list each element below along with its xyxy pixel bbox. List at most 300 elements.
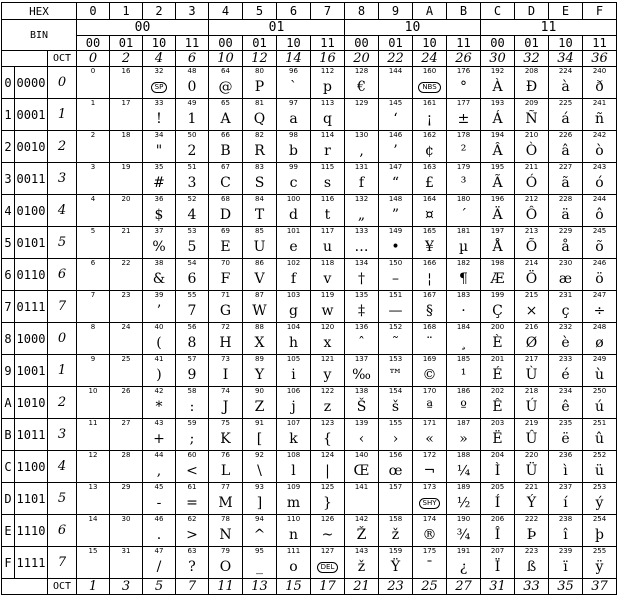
char-glyph xyxy=(243,173,276,193)
glyph-text: Ô xyxy=(525,207,538,223)
char-glyph xyxy=(277,493,310,513)
glyph-text: À xyxy=(492,79,503,95)
char-cell xyxy=(77,387,110,419)
char-glyph xyxy=(583,237,616,257)
char-glyph xyxy=(481,365,514,385)
char-cell xyxy=(447,483,481,515)
char-glyph xyxy=(311,365,344,385)
char-code: 88 xyxy=(255,323,264,331)
char-code: 220 xyxy=(524,451,539,459)
char-cell xyxy=(345,291,379,323)
char-glyph xyxy=(481,333,514,353)
char-cell xyxy=(447,99,481,131)
char-glyph xyxy=(311,301,344,321)
char-cell xyxy=(277,451,311,483)
row-oct: 5 xyxy=(48,227,77,259)
glyph-text: d xyxy=(289,207,298,223)
glyph-text: - xyxy=(156,495,162,511)
glyph-text: ž xyxy=(357,559,366,575)
char-glyph xyxy=(447,269,480,289)
char-glyph xyxy=(277,173,310,193)
glyph-text: & xyxy=(152,271,166,287)
char-glyph xyxy=(413,173,446,193)
glyph-text: ” xyxy=(391,207,400,223)
char-code: 238 xyxy=(558,515,573,523)
hex-column-header: B xyxy=(447,3,481,20)
glyph-text: ÷ xyxy=(593,303,606,319)
glyph-text: € xyxy=(357,79,366,95)
char-code: 25 xyxy=(121,355,131,363)
char-code: 179 xyxy=(456,163,471,171)
char-cell xyxy=(515,131,549,163)
glyph-text: o xyxy=(289,559,298,575)
char-code: 192 xyxy=(490,67,505,75)
bin-sub-header: 01 xyxy=(515,36,549,51)
char-code: 205 xyxy=(490,483,505,491)
char-code: 161 xyxy=(422,99,437,107)
glyph-text: ] xyxy=(256,495,263,511)
char-cell xyxy=(583,483,617,515)
glyph-text: s xyxy=(323,175,332,191)
char-code: 7 xyxy=(90,291,96,299)
char-glyph xyxy=(515,301,548,321)
hex-column-header: 9 xyxy=(379,3,413,20)
row-bin: 1111 xyxy=(15,547,48,579)
char-glyph xyxy=(277,429,310,449)
char-code: 189 xyxy=(456,483,471,491)
glyph-text: < xyxy=(186,463,198,479)
char-code: 156 xyxy=(388,451,403,459)
char-cell xyxy=(447,419,481,451)
glyph-text: ý xyxy=(595,495,604,511)
char-code: 194 xyxy=(490,131,505,139)
char-code: 152 xyxy=(388,323,403,331)
char-cell xyxy=(143,387,176,419)
glyph-text: ê xyxy=(561,399,570,415)
char-cell xyxy=(77,131,110,163)
char-cell xyxy=(277,67,311,99)
char-glyph xyxy=(515,557,548,577)
char-code: 141 xyxy=(354,483,369,491)
char-code: 93 xyxy=(255,483,264,491)
bin-group-header: 01 xyxy=(209,20,345,36)
char-cell xyxy=(481,67,515,99)
char-code: 158 xyxy=(388,515,403,523)
char-cell xyxy=(379,451,413,483)
hex-column-header: C xyxy=(481,3,515,20)
char-code: 165 xyxy=(422,227,437,235)
bin-sub-header: 10 xyxy=(549,36,583,51)
char-code: 160 xyxy=(422,67,437,75)
char-code: 149 xyxy=(388,227,403,235)
char-code: 34 xyxy=(154,131,164,139)
char-cell xyxy=(311,195,345,227)
char-code: 42 xyxy=(154,387,164,395)
char-glyph xyxy=(583,397,616,417)
char-glyph xyxy=(515,365,548,385)
char-cell xyxy=(143,259,176,291)
char-cell xyxy=(176,195,209,227)
char-cell xyxy=(311,451,345,483)
char-cell xyxy=(515,323,549,355)
char-code: 209 xyxy=(524,99,539,107)
char-code: 19 xyxy=(121,163,131,171)
char-cell xyxy=(243,99,277,131)
oct-column-header: 14 xyxy=(277,51,311,67)
char-cell xyxy=(481,387,515,419)
char-cell xyxy=(583,163,617,195)
glyph-text: É xyxy=(492,367,503,383)
char-code: 89 xyxy=(255,355,264,363)
char-glyph xyxy=(447,557,480,577)
char-glyph xyxy=(209,557,242,577)
char-glyph xyxy=(583,493,616,513)
glyph-text: ‹ xyxy=(358,431,365,447)
char-cell xyxy=(243,515,277,547)
char-glyph xyxy=(209,333,242,353)
char-glyph xyxy=(243,493,276,513)
char-cell xyxy=(583,323,617,355)
char-code: 128 xyxy=(354,67,369,75)
char-cell xyxy=(311,99,345,131)
char-code: 186 xyxy=(456,387,471,395)
char-cell xyxy=(143,451,176,483)
oct-column-header: 26 xyxy=(447,51,481,67)
char-cell xyxy=(345,67,379,99)
char-code: 132 xyxy=(354,195,369,203)
glyph-text: ) xyxy=(156,367,162,383)
glyph-text: º xyxy=(460,399,467,415)
char-cell xyxy=(447,67,481,99)
char-glyph xyxy=(549,333,582,353)
char-glyph xyxy=(209,141,242,161)
bin-sub-header: 11 xyxy=(311,36,345,51)
glyph-text: é xyxy=(561,367,570,383)
char-glyph xyxy=(311,237,344,257)
char-glyph xyxy=(143,397,175,417)
char-code: 136 xyxy=(354,323,369,331)
char-glyph xyxy=(209,301,242,321)
char-cell xyxy=(176,291,209,323)
char-cell xyxy=(311,259,345,291)
char-code: 171 xyxy=(422,419,437,427)
glyph-text: 4 xyxy=(187,207,197,223)
char-cell xyxy=(549,451,583,483)
char-code: 104 xyxy=(286,323,301,331)
char-cell xyxy=(481,131,515,163)
char-code: 27 xyxy=(121,419,131,427)
char-cell xyxy=(110,419,143,451)
char-glyph xyxy=(277,557,310,577)
char-code: 18 xyxy=(121,131,131,139)
glyph-text: % xyxy=(152,239,166,255)
char-cell xyxy=(447,227,481,259)
char-code: 240 xyxy=(592,67,607,75)
char-code: 138 xyxy=(354,387,369,395)
char-cell xyxy=(243,355,277,387)
char-glyph xyxy=(243,557,276,577)
row-bin: 0001 xyxy=(15,99,48,131)
glyph-text: ( xyxy=(156,335,162,351)
char-cell xyxy=(379,99,413,131)
glyph-text: V xyxy=(254,271,265,287)
char-cell xyxy=(110,259,143,291)
glyph-text: L xyxy=(220,463,231,479)
char-code: 21 xyxy=(121,227,131,235)
char-glyph xyxy=(583,461,616,481)
char-glyph xyxy=(481,77,514,97)
char-glyph xyxy=(481,493,514,513)
char-code: 12 xyxy=(88,451,98,459)
char-cell xyxy=(110,67,143,99)
char-cell xyxy=(549,227,583,259)
oct-column-header: 20 xyxy=(345,51,379,67)
char-cell xyxy=(345,387,379,419)
glyph-text: Ö xyxy=(525,271,538,287)
glyph-text: ~ xyxy=(321,527,334,543)
char-cell xyxy=(379,355,413,387)
char-glyph xyxy=(379,301,412,321)
oct-column-footer: 37 xyxy=(583,579,617,595)
row-hex: 9 xyxy=(2,355,15,387)
char-cell xyxy=(110,355,143,387)
oct-column-footer: 21 xyxy=(345,579,379,595)
glyph-text: K xyxy=(220,431,231,447)
char-code: 24 xyxy=(121,323,131,331)
char-glyph xyxy=(345,557,378,577)
hex-column-header: D xyxy=(515,3,549,20)
char-glyph xyxy=(549,269,582,289)
row-oct: 7 xyxy=(48,547,77,579)
char-code: 198 xyxy=(490,259,505,267)
char-glyph xyxy=(243,333,276,353)
char-code: 78 xyxy=(221,515,230,523)
char-cell xyxy=(345,355,379,387)
glyph-text: ã xyxy=(561,175,570,191)
glyph-text: f xyxy=(290,271,297,287)
char-code: 44 xyxy=(154,451,164,459)
glyph-text: Í xyxy=(494,495,501,511)
glyph-text: ÿ xyxy=(595,559,604,575)
char-cell xyxy=(413,163,447,195)
char-cell xyxy=(413,419,447,451)
char-code: 49 xyxy=(187,99,197,107)
char-code: 120 xyxy=(320,323,335,331)
glyph-text: ? xyxy=(188,559,196,575)
oct-column-header: 16 xyxy=(311,51,345,67)
glyph-text: 8 xyxy=(187,335,197,351)
char-glyph xyxy=(549,525,582,545)
glyph-text: õ xyxy=(595,239,604,255)
char-cell xyxy=(77,291,110,323)
row-oct: 7 xyxy=(48,291,77,323)
glyph-text: Ó xyxy=(525,175,538,191)
char-cell xyxy=(311,291,345,323)
char-code: 164 xyxy=(422,195,437,203)
hex-column-header: A xyxy=(413,3,447,20)
glyph-text: › xyxy=(392,431,399,447)
char-code: 40 xyxy=(154,323,164,331)
row-oct: 4 xyxy=(48,451,77,483)
glyph-text: â xyxy=(561,143,570,159)
char-glyph xyxy=(549,493,582,513)
char-cell xyxy=(447,259,481,291)
char-cell xyxy=(77,419,110,451)
char-cell xyxy=(481,419,515,451)
char-cell xyxy=(549,67,583,99)
char-code: 92 xyxy=(255,451,264,459)
char-code: 146 xyxy=(388,131,403,139)
char-code: 116 xyxy=(320,195,335,203)
char-code: 11 xyxy=(88,419,98,427)
char-glyph xyxy=(379,141,412,161)
char-glyph xyxy=(447,205,480,225)
char-glyph xyxy=(447,141,480,161)
row-oct: 0 xyxy=(48,67,77,99)
char-glyph xyxy=(515,269,548,289)
char-cell xyxy=(277,99,311,131)
char-cell xyxy=(209,195,243,227)
oct-column-footer: 33 xyxy=(515,579,549,595)
table-row xyxy=(2,419,617,451)
char-cell xyxy=(77,451,110,483)
char-cell xyxy=(209,227,243,259)
char-glyph xyxy=(345,333,378,353)
glyph-text: ¢ xyxy=(425,143,434,159)
char-glyph xyxy=(176,557,208,577)
char-cell xyxy=(209,259,243,291)
char-cell xyxy=(277,355,311,387)
char-glyph xyxy=(413,237,446,257)
table-row xyxy=(2,323,617,355)
glyph-text: ± xyxy=(457,111,470,127)
char-cell xyxy=(379,483,413,515)
char-cell xyxy=(481,195,515,227)
char-cell xyxy=(176,163,209,195)
char-cell xyxy=(110,131,143,163)
glyph-text: ¸ xyxy=(460,335,467,351)
char-glyph xyxy=(311,205,344,225)
char-glyph xyxy=(583,333,616,353)
glyph-text: 9 xyxy=(187,367,197,383)
glyph-text: 6 xyxy=(187,271,197,287)
char-code: 23 xyxy=(121,291,131,299)
char-glyph xyxy=(311,141,344,161)
char-cell xyxy=(176,547,209,579)
oct-column-header: 22 xyxy=(379,51,413,67)
row-hex: A xyxy=(2,387,15,419)
char-cell xyxy=(176,227,209,259)
char-code: 9 xyxy=(90,355,96,363)
char-cell xyxy=(515,227,549,259)
char-cell xyxy=(413,227,447,259)
oct-column-header: 34 xyxy=(549,51,583,67)
char-cell xyxy=(481,259,515,291)
char-code: 230 xyxy=(558,259,573,267)
character-table xyxy=(1,2,617,595)
glyph-text: c xyxy=(289,175,298,191)
char-glyph xyxy=(583,173,616,193)
char-code: 166 xyxy=(422,259,437,267)
char-glyph xyxy=(176,525,208,545)
char-code: 203 xyxy=(490,419,505,427)
char-glyph xyxy=(345,269,378,289)
char-cell xyxy=(77,67,110,99)
char-code: 32 xyxy=(154,67,164,75)
char-code: 126 xyxy=(320,515,335,523)
char-code: 215 xyxy=(524,291,539,299)
char-code: 15 xyxy=(88,547,98,555)
char-code: 202 xyxy=(490,387,505,395)
char-cell xyxy=(277,547,311,579)
char-glyph xyxy=(447,333,480,353)
char-glyph xyxy=(447,429,480,449)
char-code: 37 xyxy=(154,227,164,235)
char-glyph xyxy=(413,525,446,545)
glyph-text: ¦ xyxy=(427,271,432,287)
glyph-text: þ xyxy=(595,527,604,543)
char-cell xyxy=(583,547,617,579)
char-code: 62 xyxy=(187,515,197,523)
char-cell xyxy=(110,515,143,547)
char-code: 231 xyxy=(558,291,573,299)
char-glyph xyxy=(176,397,208,417)
char-glyph xyxy=(345,173,378,193)
char-glyph xyxy=(143,141,175,161)
glyph-text: è xyxy=(561,335,570,351)
glyph-text: S xyxy=(254,175,265,191)
glyph-text: ì xyxy=(563,463,568,479)
char-cell xyxy=(583,99,617,131)
char-code: 102 xyxy=(286,259,301,267)
char-glyph xyxy=(243,269,276,289)
char-cell xyxy=(515,451,549,483)
char-code: 112 xyxy=(320,67,335,75)
row-oct: 6 xyxy=(48,515,77,547)
char-cell xyxy=(447,515,481,547)
char-code: 67 xyxy=(221,163,230,171)
char-cell xyxy=(447,131,481,163)
char-cell xyxy=(345,131,379,163)
row-oct: 2 xyxy=(48,131,77,163)
char-cell xyxy=(143,227,176,259)
oct-column-header: 10 xyxy=(209,51,243,67)
char-cell xyxy=(243,451,277,483)
char-cell xyxy=(583,515,617,547)
char-glyph xyxy=(583,77,616,97)
char-glyph xyxy=(143,365,175,385)
glyph-text: M xyxy=(218,495,233,511)
char-cell xyxy=(447,451,481,483)
char-glyph xyxy=(515,525,548,545)
char-code: 94 xyxy=(255,515,264,523)
glyph-text: å xyxy=(561,239,570,255)
char-code: 52 xyxy=(187,195,197,203)
char-cell xyxy=(209,131,243,163)
char-code: 185 xyxy=(456,355,471,363)
table-row xyxy=(2,451,617,483)
char-cell xyxy=(515,291,549,323)
char-cell xyxy=(583,387,617,419)
char-cell xyxy=(110,291,143,323)
char-cell xyxy=(345,323,379,355)
oct-column-header: 12 xyxy=(243,51,277,67)
oct-label-top: OCT xyxy=(48,51,77,67)
char-cell xyxy=(311,483,345,515)
char-code: 119 xyxy=(320,291,335,299)
char-cell xyxy=(277,259,311,291)
glyph-text: k xyxy=(289,431,298,447)
